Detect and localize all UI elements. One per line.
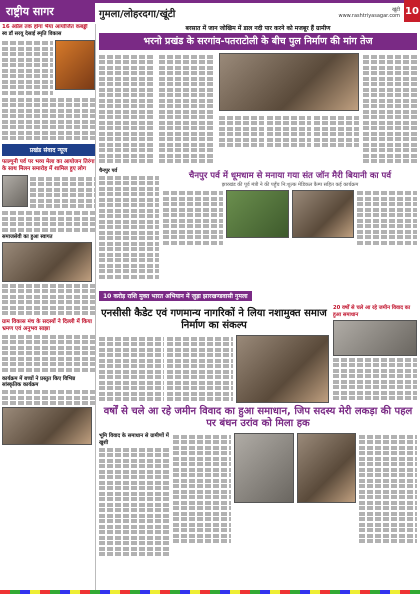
website-url: www.rashtriyasagar.com [338,12,400,19]
ncc-photo [236,335,329,403]
ncc-ribbon: 10 करोड़ राशि मुक्त भारत अभियान में जुड़ा झारखण्डवासी गुमला [99,291,252,301]
bottom-story-row [99,433,417,558]
ncc-story-row [99,305,417,403]
paper-name: राष्ट्रीय सागर [0,0,95,22]
left-mid-photo-2 [2,242,92,282]
date-block [339,7,401,19]
church-photo-2 [292,190,354,238]
lead-story-row [99,53,417,165]
top-strap: बरसात में जान जोखिम में डाल नदी पार करने को मजबूर हैं ग्रामीण [185,25,331,32]
lead-photo [219,53,359,111]
lead-headline: भरनो प्रखंड के सरगांव-पतराटोली के बीच पुल निर्माण की मांग तेज [99,33,417,50]
left-bottom-photo [2,407,92,445]
left-bottom-headline: कार्यक्रम में बच्चों ने प्रस्तुत किए विभिन्न सांस्कृतिक कार्यक्रम [2,375,76,388]
left-mid-photo [2,175,28,207]
date-line: खूंटी [392,6,400,13]
left-column [2,24,96,592]
bottom-photo-2 [297,433,357,503]
left-top-subhead: स्व डॉ सरयू देसाई स्मृति विकास [2,31,62,37]
left-top-photo [55,40,95,90]
masthead [0,0,420,22]
right-side-photo [333,320,417,356]
left-top-story [2,24,95,140]
church-story-row: चैनपुर पर्व चैनपुर पर्व में धूमधाम से मनाया गया संत जॉन मैरी बियानी का पर्व झारखंड की पूर्व मंत्री ने की पहुँच नि:शुल्क मेडिकल कैम्प सहित कई कार्यक्रम [99,168,417,281]
left-mid-subhead: समाजसेवी का हुआ स्वागत [2,233,53,240]
main-area [99,24,417,592]
bottom-headline: वर्षों से चले आ रहे जमीन विवाद का हुआ समाधान, जिप सदस्य मेरी लकड़ा की पहल पर बंधन उरांव को मिला हक [103,406,413,429]
left-low-story [2,319,95,372]
left-mid-headline: फाल्गुनी पर्व पर भव्य मेला का आयोजन तिरंगा के साथ मिलन समारोह में शामिल हुए लोग [2,159,95,172]
region-title: गुमला/लोहरदगा/खूंटी [99,8,176,20]
masthead-center [95,0,404,22]
church-subhead: झारखंड की पूर्व मंत्री ने की पहुँच नि:शुल्क मेडिकल कैम्प सहित कई कार्यक्रम [221,181,359,188]
church-photo-1 [226,190,288,238]
left-mid-story [2,159,95,315]
left-low-headline: ग्राम विकास मंच के सदस्यों ने दिल्ली में किया भ्रमण एवं अनुभव साझा [2,319,92,332]
church-headline: चैनपुर पर्व में धूमधाम से मनाया गया संत जॉन मैरी बियानी का पर्व [188,170,392,181]
left-bottom-story [2,376,95,446]
footer-decoration [0,590,420,594]
bottom-photo-1 [234,433,294,503]
right-side-headline: 20 वर्षों से चले आ रहे जमीन विवाद का हुआ समाधान [333,305,411,318]
page-number: 10 [404,0,420,22]
ncc-headline: एनसीसी कैडेट एवं गणमान्य नागरिकों ने लिया नशामुक्त समाज निर्माण का संकल्प [101,308,327,331]
left-section-band: प्रखंड संवाद न्यूज [2,144,95,156]
side-box-headline: भूमि विवाद के समाधान से ग्रामीणों में खुशी [99,433,169,446]
left-top-headline: 16 अप्रैल तक होगा भैया आयोजित कबड्डी [2,24,88,30]
